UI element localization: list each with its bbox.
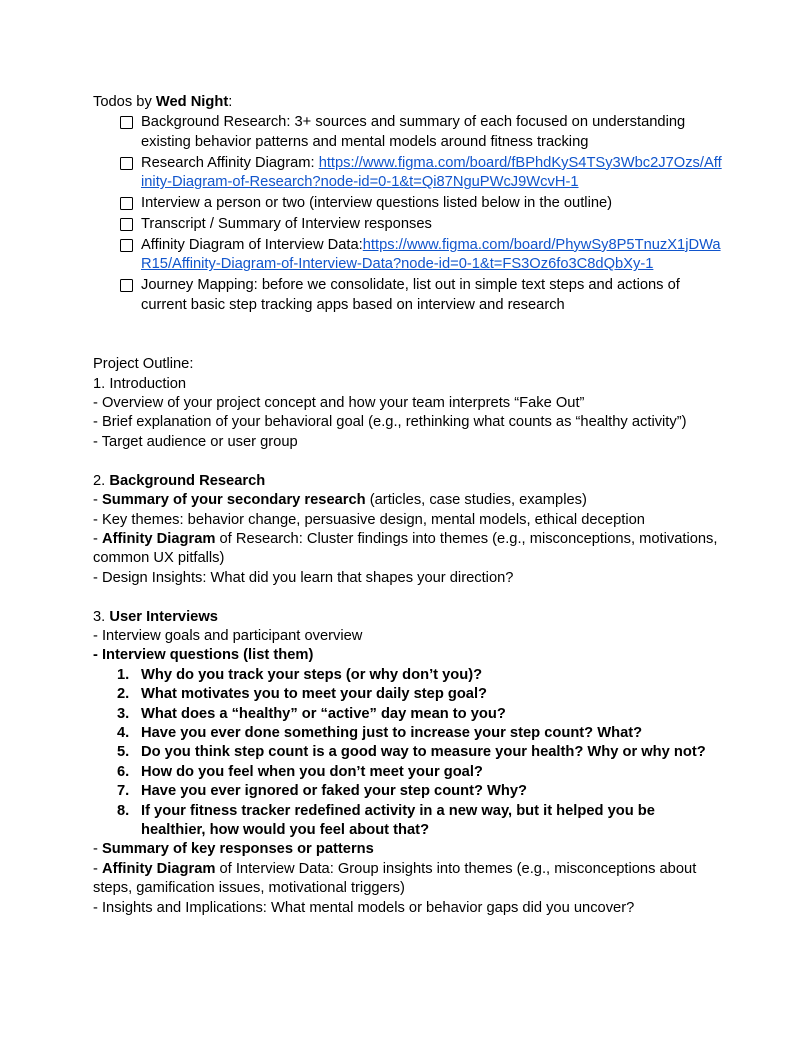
question-item: 5. Do you think step count is a good way to measure your health? Why or why not? — [117, 744, 706, 761]
section-heading: 2. Background Research — [93, 472, 266, 489]
outline-line: - Affinity Diagram of Interview Data: Group insights into themes (e.g., misconceptions about steps, gamification issues, motivational triggers) — [93, 860, 697, 897]
question-item: 8. If your fitness tracker redefined activity in a new way, but it helped you be healthier, how would you feel about that? — [117, 802, 655, 838]
question-item: 2. What motivates you to meet your daily step goal? — [117, 686, 488, 703]
todo-item: Interview a person or two (interview questions listed below in the outline) — [141, 194, 723, 213]
document-page — [93, 93, 723, 918]
todo-item: Journey Mapping: before we consolidate, list out in simple text steps and actions of current basic step tracking apps based on interview and research — [141, 276, 723, 315]
interview-affinity-link[interactable]: https://www.figma.com/board/PhywSy8P5TnuzX1jDWaR15/Affinity-Diagram-of-Interview-Data?node-id=0-1&t=FS3Oz6fo3C8dQbXy-1 — [141, 236, 721, 273]
todos-heading: Todos by Wed Night: — [93, 94, 233, 110]
outline-title: Project Outline: — [93, 356, 194, 373]
checkbox[interactable] — [120, 239, 133, 252]
outline-line: - Design Insights: What did you learn that shapes your direction? — [93, 569, 514, 586]
question-item: 4. Have you ever done something just to increase your step count? What? — [117, 724, 643, 741]
outline-line: - Summary of key responses or patterns — [93, 841, 374, 858]
interview-questions-list — [93, 666, 723, 841]
todo-item: Affinity Diagram of Interview Data:https://www.figma.com/board/PhywSy8P5TnuzX1jDWaR15/Affinity-Diagram-of-Interview-Data?node-id=0-1&t=FS3Oz6fo3C8dQbXy-1 — [141, 236, 723, 275]
outline-line: - Interview goals and participant overview — [93, 627, 363, 644]
todo-item: Transcript / Summary of Interview responses — [141, 215, 723, 234]
todo-item: Background Research: 3+ sources and summary of each focused on understanding existing behavior patterns and mental models around fitness tracking — [141, 113, 723, 152]
outline-line: - Insights and Implications: What mental models or behavior gaps did you uncover? — [93, 899, 635, 916]
outline-line: - Key themes: behavior change, persuasive design, mental models, ethical deception — [93, 511, 645, 528]
question-item: 1. Why do you track your steps (or why don’t you)? — [117, 666, 483, 683]
section-heading: 1. Introduction — [93, 375, 187, 392]
checkbox[interactable] — [120, 279, 133, 292]
outline-line: - Interview questions (list them) — [93, 647, 314, 664]
outline-line: - Affinity Diagram of Research: Cluster findings into themes (e.g., misconceptions, motivations, common UX pitfalls) — [93, 530, 718, 567]
checkbox[interactable] — [120, 218, 133, 231]
spacer — [93, 452, 723, 471]
spacer — [93, 588, 723, 607]
outline-line: - Brief explanation of your behavioral goal (e.g., rethinking what counts as “healthy activity”) — [93, 414, 687, 431]
research-affinity-link[interactable]: https://www.figma.com/board/fBPhdKyS4TSy3Wbc2J7Ozs/Affinity-Diagram-of-Research?node-id=0-1&t=Qi87NguPWcJ9WcvH-1 — [141, 154, 722, 191]
todo-checklist — [93, 113, 723, 315]
section-heading: 3. User Interviews — [93, 608, 218, 625]
outline-line: - Summary of your secondary research (articles, case studies, examples) — [93, 492, 587, 509]
question-item: 7. Have you ever ignored or faked your step count? Why? — [117, 783, 528, 800]
checkbox[interactable] — [120, 197, 133, 210]
todo-item: Research Affinity Diagram: https://www.figma.com/board/fBPhdKyS4TSy3Wbc2J7Ozs/Affinity-Diagram-of-Research?node-id=0-1&t=Qi87NguPWcJ9WcvH-1 — [141, 154, 723, 193]
checkbox[interactable] — [120, 157, 133, 170]
question-item: 3. What does a “healthy” or “active” day mean to you? — [117, 705, 506, 722]
question-item: 6. How do you feel when you don’t meet your goal? — [117, 763, 483, 780]
outline-line: - Overview of your project concept and how your team interprets “Fake Out” — [93, 395, 585, 412]
outline-line: - Target audience or user group — [93, 433, 298, 450]
spacer — [93, 316, 723, 355]
checkbox[interactable] — [120, 116, 133, 129]
